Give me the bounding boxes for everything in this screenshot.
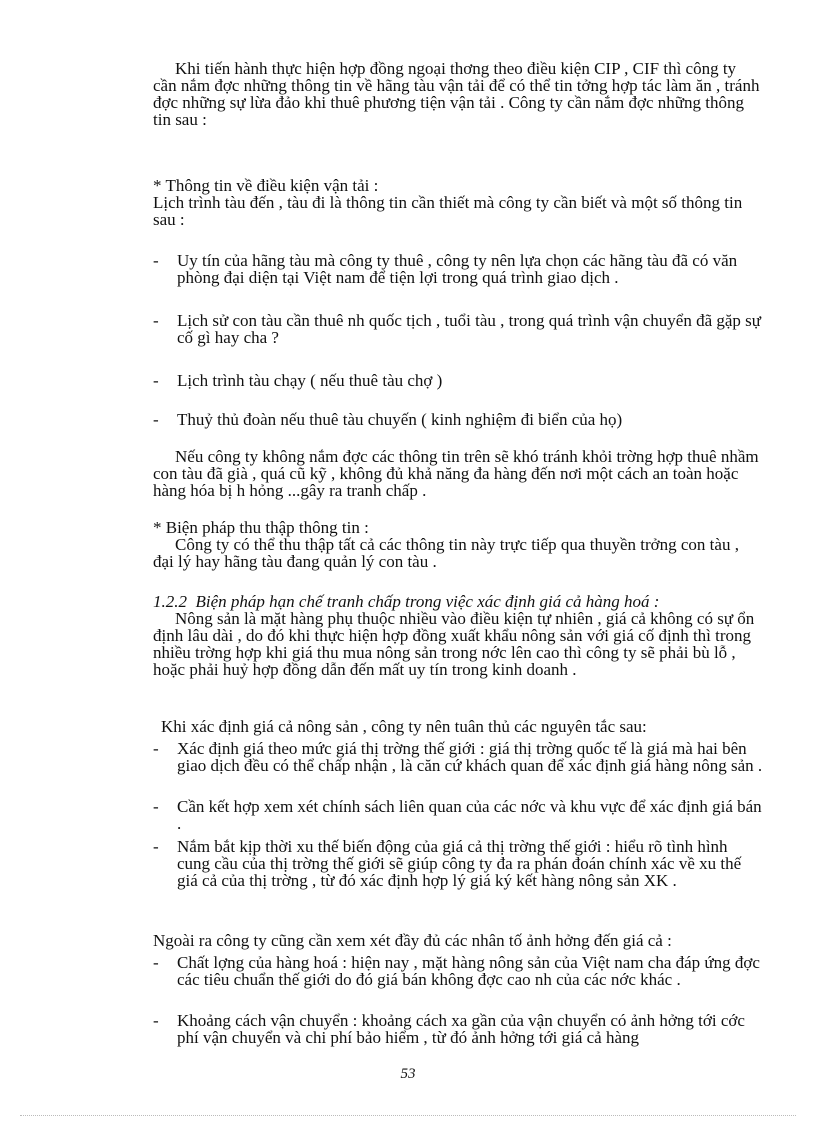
list-item (153, 954, 763, 988)
risk-text: Nếu công ty không nắm đợc các thông tin trên sẽ khó tránh khỏi trờng hợp thuê nhầm con tàu đã già , quá cũ kỹ , không đủ khả năng đa hàng đến nơi một cách an toàn hoặc hàng hóa bị h hỏng ...gây ra tranh chấp . (153, 447, 759, 500)
principles-intro (153, 718, 763, 735)
section-1-2-2 (153, 593, 763, 678)
list-item (153, 838, 763, 889)
factors-intro (153, 932, 763, 949)
section-title: Biện pháp hạn chế tranh chấp trong việc xác định giá cả hàng hoá : (195, 592, 660, 611)
bullet-dash: - (153, 371, 159, 390)
heading-transport-info: * Thông tin về điều kiện vận tải : (153, 176, 379, 195)
bullet-dash: - (153, 1011, 159, 1030)
intro-text: Khi tiến hành thực hiện hợp đồng ngoại thơng theo điều kiện CIP , CIF thì công ty cần nắm đợc những thông tin về hãng tàu vận tải để có thể tin tởng hợp tác làm ăn , tránh đợc những sự lừa đảo khi thuê phương tiện vận tải . Công ty cần nắm đợc những thông tin sau : (153, 59, 760, 129)
page-bottom-divider (20, 1115, 796, 1116)
list-item (153, 252, 763, 286)
list-item-text: Lịch trình tàu chạy ( nếu thuê tàu chợ ) (177, 371, 443, 390)
list-item (153, 312, 763, 346)
list-item-text: Khoảng cách vận chuyển : khoảng cách xa gần của vận chuyển có ảnh hởng tới cớc phí vận chuyển và chi phí bảo hiểm , từ đó ảnh hởng tới giá cả hàng (177, 1011, 745, 1047)
transport-info-section (153, 177, 763, 228)
bullet-dash: - (153, 739, 159, 758)
paragraph-risk (153, 448, 763, 499)
list-item-text: Cần kết hợp xem xét chính sách liên quan của các nớc và khu vực để xác định giá bán . (177, 797, 762, 833)
heading-collection: * Biện pháp thu thập thông tin : (153, 518, 369, 537)
bullet-dash: - (153, 837, 159, 856)
list-item (153, 411, 763, 428)
bullet-dash: - (153, 953, 159, 972)
list-item (153, 372, 763, 389)
collection-text: Công ty có thể thu thập tất cả các thông tin này trực tiếp qua thuyền trởng con tàu , đại lý hay hãng tàu đang quản lý con tàu . (153, 535, 739, 571)
section-heading (153, 593, 763, 610)
list-item-text: Nắm bắt kịp thời xu thế biến động của giá cả thị trờng thế giới : hiểu rõ tình hình cung cầu của thị trờng thế giới sẽ giúp công ty đa ra phán đoán chính xác về xu thế giá cả của thị trờng , từ đó xác định hợp lý giá ký kết hàng nông sản XK . (177, 837, 742, 890)
list-item (153, 1012, 763, 1046)
list-item (153, 740, 763, 774)
bullet-dash: - (153, 311, 159, 330)
section-text: Nông sản là mặt hàng phụ thuộc nhiều vào điều kiện tự nhiên , giá cả không có sự ổn định lâu dài , do đó khi thực hiện hợp đồng xuất khẩu nông sản với giá cố định thì trong nhiều trờng hợp khi giá thu mua nông sản trong nớc lên cao thì công ty sẽ phải bù lỗ , hoặc phải huỷ hợp đồng dẫn đến mất uy tín trong kinh doanh . (153, 609, 755, 679)
section-number: 1.2.2 (153, 592, 187, 611)
bullet-dash: - (153, 251, 159, 270)
page-number: 53 (400, 1066, 416, 1082)
paragraph-intro (153, 60, 763, 128)
list-item-text: Chất lợng của hàng hoá : hiện nay , mặt hàng nông sản của Việt nam cha đáp ứng đợc các tiêu chuẩn thế giới do đó giá bán không đợc cao nh của các nớc khác . (177, 953, 760, 989)
list-item-text: Uy tín của hãng tàu mà công ty thuê , công ty nên lựa chọn các hãng tàu đã có văn phòng đại diện tại Việt nam để tiện lợi trong quá trình giao dịch . (177, 251, 738, 287)
list-item (153, 798, 763, 832)
list-item-text: Lịch sử con tàu cần thuê nh quốc tịch , tuổi tàu , trong quá trình vận chuyển đã gặp sự cố gì hay cha ? (177, 311, 762, 347)
principles-intro-text: Khi xác định giá cả nông sản , công ty nên tuân thủ các nguyên tắc sau: (161, 717, 647, 736)
list-item-text: Thuỷ thủ đoàn nếu thuê tàu chuyến ( kinh nghiệm đi biển của họ) (177, 410, 623, 429)
collection-section (153, 519, 763, 570)
factors-intro-text: Ngoài ra công ty cũng cần xem xét đầy đủ các nhân tố ảnh hởng đến giá cả : (153, 931, 672, 950)
list-item-text: Xác định giá theo mức giá thị trờng thế giới : giá thị trờng quốc tế là giá mà hai bên giao dịch đều có thể chấp nhận , là căn cứ khách quan để xác định giá hàng nông sản . (177, 739, 763, 775)
bullet-dash: - (153, 410, 159, 429)
transport-info-text: Lịch trình tàu đến , tàu đi là thông tin cần thiết mà công ty cần biết và một số thông tin sau : (153, 193, 743, 229)
bullet-dash: - (153, 797, 159, 816)
